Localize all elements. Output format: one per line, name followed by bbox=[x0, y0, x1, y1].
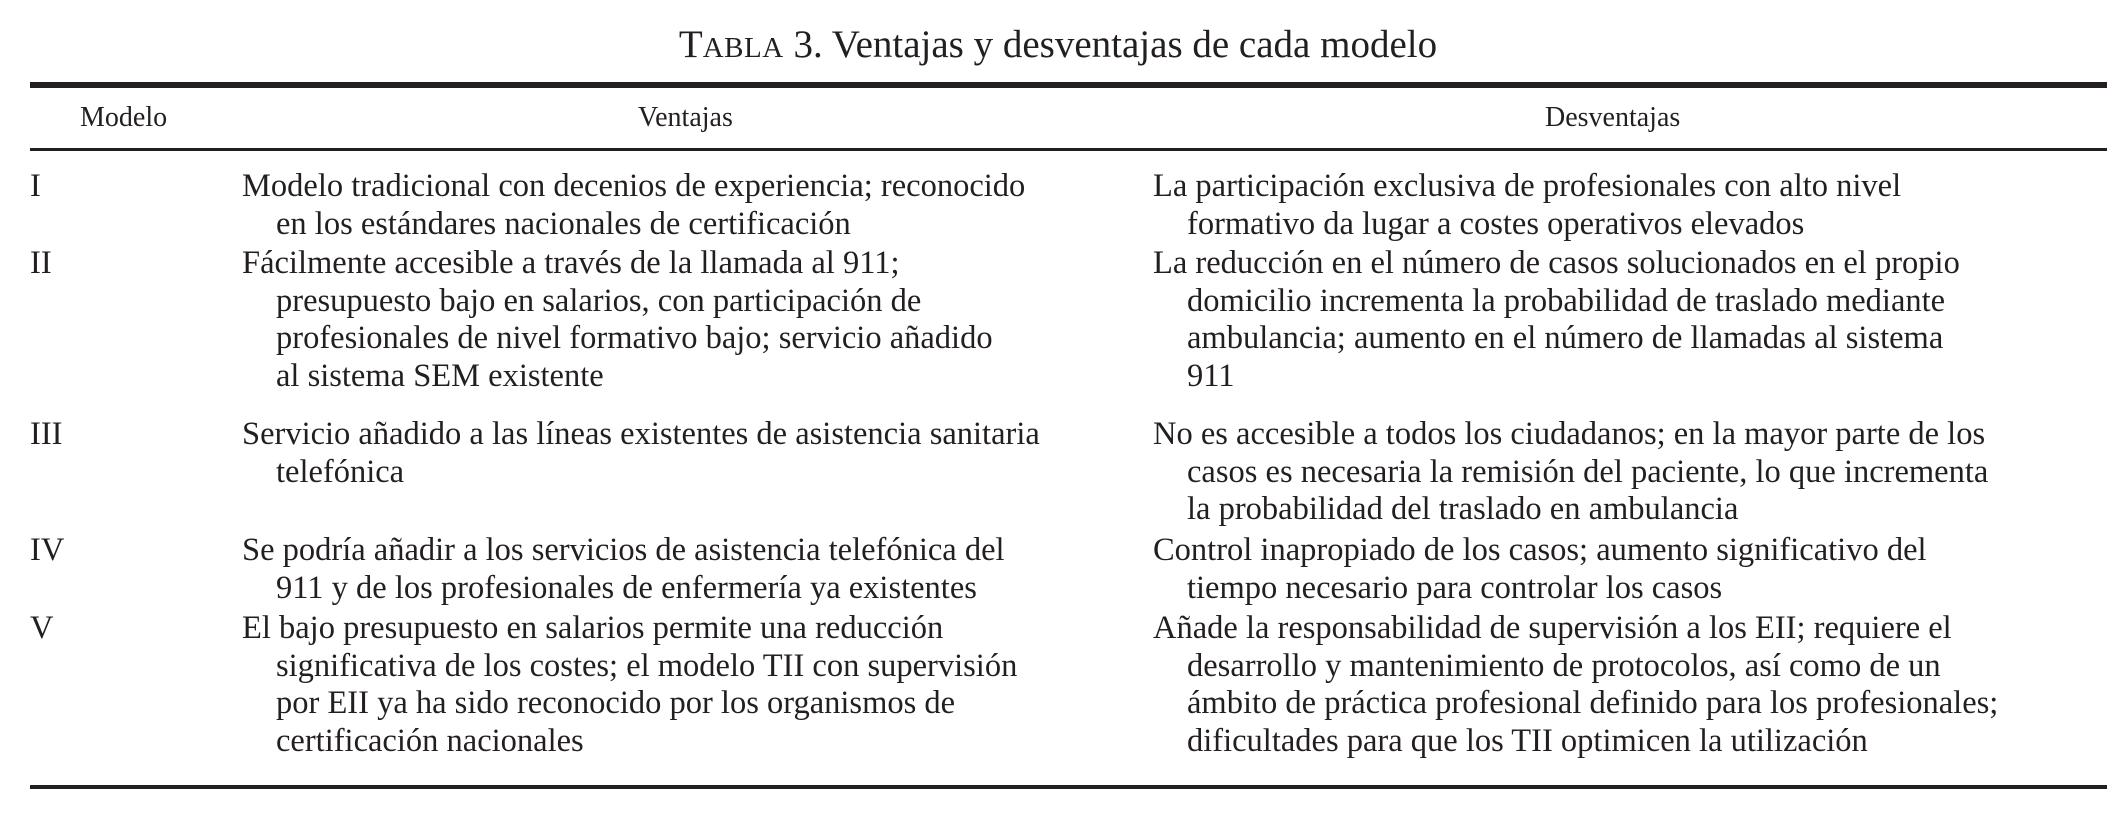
disadvantages-cell bbox=[1153, 245, 2113, 395]
advantages-line: El bajo presupuesto en salarios permite una reducción bbox=[242, 610, 944, 646]
header-advantages: Ventajas bbox=[638, 102, 733, 133]
disadvantages-line: Añade la responsabilidad de supervisión a los EII; requiere el bbox=[1153, 610, 1952, 646]
advantages-line: por EII ya ha sido reconocido por los organismos de bbox=[276, 685, 956, 721]
disadvantages-line: 911 bbox=[1187, 357, 1235, 394]
disadvantages-cell bbox=[1153, 610, 2113, 760]
advantages-line: Fácilmente accesible a través de la llamada al 911; bbox=[242, 245, 900, 281]
disadvantages-cell bbox=[1153, 532, 2113, 607]
table-bottom-rule bbox=[30, 785, 2107, 789]
advantages-line: Servicio añadido a las líneas existentes de asistencia sanitaria bbox=[242, 416, 1040, 452]
disadvantages-line: La reducción en el número de casos solucionados en el propio bbox=[1153, 245, 1960, 281]
header-disadvantages: Desventajas bbox=[1545, 102, 1681, 133]
advantages-cell bbox=[242, 610, 1147, 760]
caption-number: 3. bbox=[793, 23, 823, 66]
advantages-line: al sistema SEM existente bbox=[276, 357, 604, 394]
caption-label-initial: T bbox=[678, 23, 703, 66]
model-cell: V bbox=[30, 610, 54, 646]
advantages-line: Modelo tradicional con decenios de experiencia; reconocido bbox=[242, 168, 1026, 204]
advantages-cell bbox=[242, 245, 1147, 395]
advantages-line: telefónica bbox=[276, 453, 405, 490]
header-bottom-rule bbox=[30, 148, 2107, 151]
table-top-rule bbox=[30, 82, 2107, 88]
model-cell: I bbox=[30, 168, 41, 204]
disadvantages-cell bbox=[1153, 416, 2113, 529]
disadvantages-line: formativo da lugar a costes operativos elevados bbox=[1187, 205, 1805, 242]
advantages-line: 911 y de los profesionales de enfermería ya existentes bbox=[276, 569, 977, 606]
disadvantages-line: casos es necesaria la remisión del paciente, lo que incrementa bbox=[1187, 453, 1989, 490]
advantages-line: certificación nacionales bbox=[276, 722, 584, 759]
disadvantages-line: No es accesible a todos los ciudadanos; en la mayor parte de los bbox=[1153, 416, 1986, 452]
model-cell: II bbox=[30, 245, 52, 281]
table-caption bbox=[0, 20, 2116, 73]
advantages-cell bbox=[242, 168, 1147, 243]
disadvantages-line: La participación exclusiva de profesionales con alto nivel bbox=[1153, 168, 1902, 204]
disadvantages-line: tiempo necesario para controlar los casos bbox=[1187, 569, 1723, 606]
disadvantages-line: la probabilidad del traslado en ambulancia bbox=[1187, 491, 1739, 527]
disadvantages-line: domicilio incrementa la probabilidad de traslado mediante bbox=[1187, 282, 1946, 319]
model-cell: IV bbox=[30, 532, 65, 568]
advantages-line: en los estándares nacionales de certificación bbox=[276, 205, 851, 242]
header-model: Modelo bbox=[80, 102, 168, 133]
disadvantages-line: dificultades para que los TII optimicen la utilización bbox=[1187, 722, 1868, 759]
advantages-cell bbox=[242, 416, 1147, 491]
advantages-line: significativa de los costes; el modelo TII con supervisión bbox=[276, 647, 1018, 684]
caption-title: Ventajas y desventajas de cada modelo bbox=[831, 23, 1438, 66]
advantages-line: profesionales de nivel formativo bajo; servicio añadido bbox=[276, 320, 993, 356]
disadvantages-line: ámbito de práctica profesional definido para los profesionales; bbox=[1187, 685, 1999, 721]
disadvantages-line: desarrollo y mantenimiento de protocolos, así como de un bbox=[1187, 647, 1941, 684]
advantages-cell bbox=[242, 532, 1147, 607]
advantages-line: Se podría añadir a los servicios de asistencia telefónica del bbox=[242, 532, 1005, 568]
disadvantages-cell bbox=[1153, 168, 2113, 243]
model-cell: III bbox=[30, 416, 63, 452]
caption-label-rest: ABLA bbox=[702, 32, 784, 64]
disadvantages-line: ambulancia; aumento en el número de llamadas al sistema bbox=[1187, 320, 1944, 356]
disadvantages-line: Control inapropiado de los casos; aumento significativo del bbox=[1153, 532, 1927, 568]
advantages-line: presupuesto bajo en salarios, con participación de bbox=[276, 282, 922, 319]
